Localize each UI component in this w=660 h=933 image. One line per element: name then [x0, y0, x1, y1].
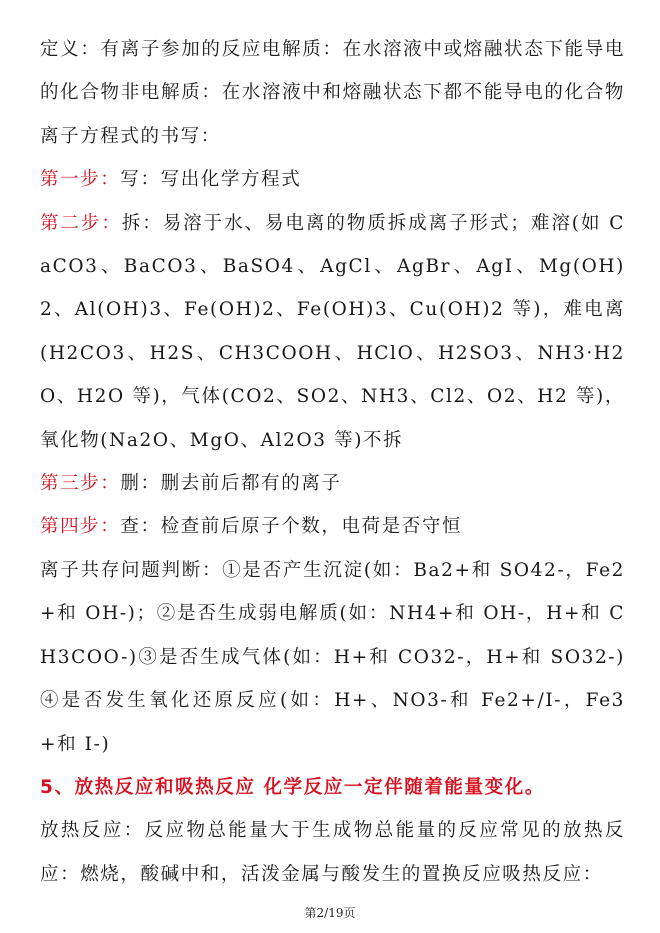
step-three-text: 删：删去前后都有的离子	[120, 473, 342, 495]
ion-coexistence-paragraph: 离子共存问题判断：①是否产生沉淀(如：Ba2+和 SO42-，Fe2+和 OH-)；②是否生成弱电解质(如：NH4+和 OH-，H+和 CH3COO-)③是否生成气体(如：H+和 CO32-，H+和 SO32-)④是否发生氧化还原反应(如：H+、NO3-和 Fe2+/I-，Fe3+和 I-)	[40, 559, 625, 755]
step-four	[40, 505, 625, 548]
step-one-label: 第一步：	[40, 169, 121, 191]
page-number: 第2/19页	[304, 906, 356, 920]
step-one-text: 写：写出化学方程式	[120, 169, 302, 191]
step-four-label: 第四步：	[40, 516, 121, 538]
step-two-label: 第二步：	[40, 212, 122, 234]
step-three	[40, 462, 625, 505]
definition-paragraph: 定义：有离子参加的反应电解质：在水溶液中或熔融状态下能导电的化合物非电解质：在水溶液中和熔融状态下都不能导电的化合物离子方程式的书写：	[40, 39, 625, 147]
exothermic-paragraph: 放热反应：反应物总能量大于生成物总能量的反应常见的放热反应：燃烧，酸碱中和，活泼金属与酸发生的置换反应吸热反应：	[40, 820, 625, 885]
step-one	[40, 158, 625, 201]
step-two-text: 拆：易溶于水、易电离的物质拆成离子形式；难溶(如 CaCO3、BaCO3、BaSO4、AgCl、AgBr、AgI、Mg(OH)2、Al(OH)3、Fe(OH)2、Fe(OH)3、Cu(OH)2 等)，难电离(H2CO3、H2S、CH3COOH、HClO、H2SO3、NH3·H2O、H2O 等)，气体(CO2、SO2、NH3、Cl2、O2、H2 等)，氧化物(Na2O、MgO、Al2O3 等)不拆	[40, 212, 625, 451]
step-four-text: 查：检查前后原子个数，电荷是否守恒	[120, 516, 463, 538]
section-5-heading: 5、放热反应和吸热反应 化学反应一定伴随着能量变化。	[40, 776, 545, 798]
step-two	[40, 202, 625, 462]
document-body	[40, 28, 625, 896]
step-three-label: 第三步：	[40, 473, 121, 495]
